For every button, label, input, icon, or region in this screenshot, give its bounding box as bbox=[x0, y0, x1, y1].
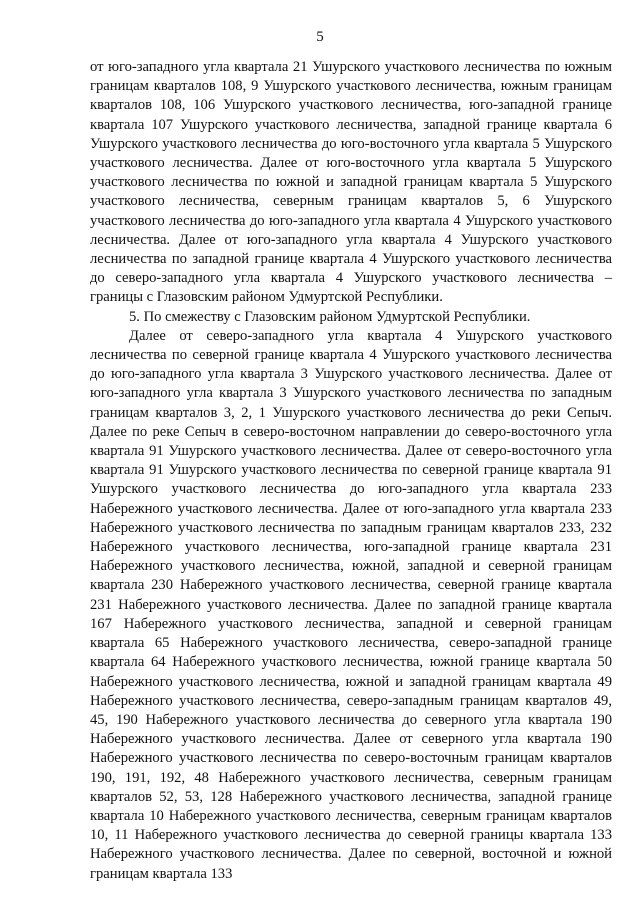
paragraph-boundary-description: Далее от северо-западного угла квартала 4 Ушурского участкового лесничества по северной границе квартала 4 Ушурского участкового лесничества до юго-западного угла квартала 3 Ушурского участкового лесничества. Далее от юго-западного угла квартала 3 Ушурского участкового лесничества по западным границам кварталов 3, 2, 1 Ушурского участкового лесничества до реки Сепыч. Далее по реке Сепыч в северо-восточном направлении до северо-восточного угла квартала 91 Ушурского участкового лесничества. Далее от северо-восточного угла квартала 91 Ушурского участкового лесничества по северной границе квартала 91 Ушурского участкового лесничества до юго-западного угла квартала 233 Набережного участкового лесничества. Далее от юго-западного угла квартала 233 Набережного участкового лесничества по западным границам кварталов 233, 232 Набережного участкового лесничества, юго-западной границе квартала 231 Набережного участкового лесничества, южной, западной и северной границам квартала 230 Набережного участкового лесничества, северной границе квартала 231 Набережного участкового лесничества. Далее по западной границе квартала 167 Набережного участкового лесничества, западной и северной границам квартала 65 Набережного участкового лесничества, северо-западной границе квартала 64 Набережного участкового лесничества, южной границе квартала 50 Набережного участкового лесничества, южной и западной границам квартала 49 Набережного участкового лесничества, северо-западным границам кварталов 49, 45, 190 Набережного участкового лесничества до северного угла квартала 190 Набережного участкового лесничества. Далее от северного угла квартала 190 Набережного участкового лесничества по северо-восточным границам кварталов 190, 191, 192, 48 Набережного участкового лесничества, северным границам кварталов 52, 53, 128 Набережного участкового лесничества, западной границе квартала 10 Набережного участкового лесничества, северным границам кварталов 10, 11 Набережного участкового лесничества до северной границы квартала 133 Набережного участкового лесничества. Далее по северной, восточной и южной границам квартала 133 bbox=[90, 327, 612, 882]
paragraph-boundary-continuation: от юго-западного угла квартала 21 Ушурского участкового лесничества по южным границам кварталов 108, 9 Ушурского участкового лесничества, южным границам кварталов 108, 106 Ушурского участкового лесничества, юго-западной границе квартала 107 Ушурского участкового лесничества, западной границе квартала 6 Ушурского участкового лесничества до юго-восточного угла квартала 5 Ушурского участкового лесничества. Далее от юго-восточного угла квартала 5 Ушурского участкового лесничества по южной и западной границам квартала 5 Ушурского участкового лесничества, северным границам кварталов 5, 6 Ушурского участкового лесничества до юго-западного угла квартала 4 Ушурского участкового лесничества. Далее от юго-западного угла квартала 4 Ушурского участкового лесничества по западной границе квартала 4 Ушурского участкового лесничества до северо-западного угла квартала 4 Ушурского участкового лесничества – границы с Глазовским районом Удмуртской Республики. bbox=[90, 59, 612, 306]
document-body bbox=[90, 58, 612, 884]
section-heading-glazov-district: 5. По смежеству с Глазовским районом Удмуртской Республики. bbox=[129, 308, 531, 325]
page-number: 5 bbox=[316, 29, 324, 45]
